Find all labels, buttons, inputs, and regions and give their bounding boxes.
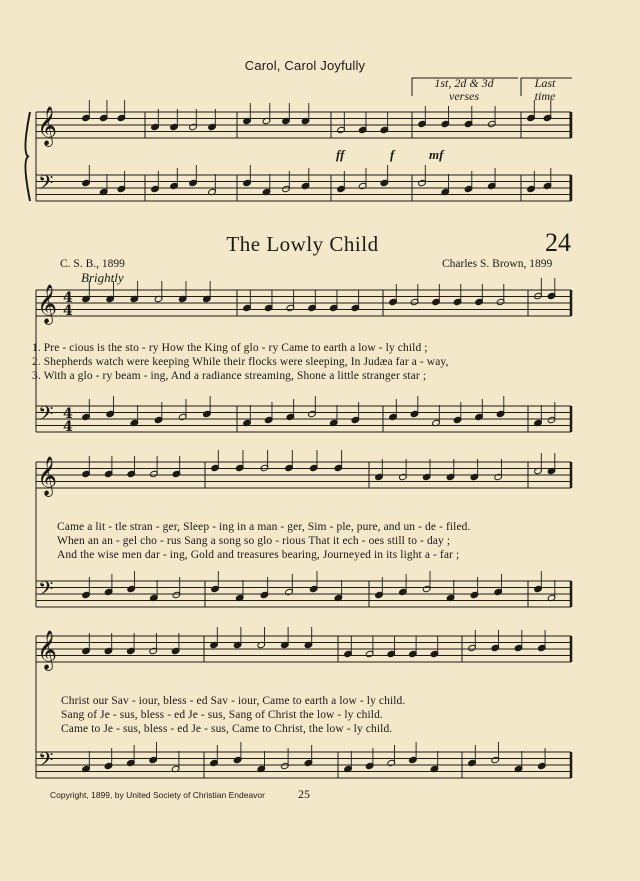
time-signature-top: 4 — [63, 406, 73, 422]
brace — [25, 112, 30, 201]
treble-clef-icon: 𝄞 — [37, 284, 58, 324]
bass-clef-icon: 𝄢 — [38, 171, 54, 199]
lyric-line: And the wise men dar - ing, Gold and treasures bearing, Journeyed in its light a - far ; — [57, 549, 460, 561]
tempo-marking: Brightly — [81, 270, 124, 285]
copyright-notice: Copyright, 1899, by United Society of Christian Endeavor — [50, 790, 265, 800]
ending-first-line2: verses — [449, 89, 479, 103]
ending-last-line1: Last — [534, 76, 556, 90]
hymn-number: 24 — [545, 228, 571, 257]
bass-clef-icon: 𝄢 — [38, 402, 54, 430]
treble-clef-icon: 𝄞 — [37, 456, 58, 496]
dynamic-mf: mf — [429, 147, 444, 162]
treble-clef-icon: 𝄞 — [37, 106, 58, 146]
lyric-line: Came to Je - sus, bless - ed Je - sus, Came to Christ, the low - ly child. — [61, 723, 393, 735]
hymn-title: The Lowly Child — [226, 232, 379, 256]
ending-last-line2: time — [534, 89, 556, 103]
page-number: 25 — [298, 787, 310, 801]
time-signature-bottom: 4 — [63, 303, 73, 319]
bass-clef-icon: 𝄢 — [38, 748, 54, 776]
bass-clef-icon: 𝄢 — [38, 577, 54, 605]
time-signature-bottom: 4 — [63, 419, 73, 435]
lyric-line: 1. Pre - cious is the sto - ry How the King of glo - ry Came to earth a low - ly child ; — [32, 342, 428, 354]
previous-hymn-title: Carol, Carol Joyfully — [244, 58, 366, 73]
ending-first-verses — [418, 77, 510, 103]
lyric-line: Came a lit - tle stran - ger, Sleep - ing in a man - ger, Sim - ple, pure, and un - de - filed. — [57, 521, 471, 533]
dynamic-ff: ff — [336, 147, 345, 162]
lyric-line: Sang of Je - sus, bless - ed Je - sus, Sang of Christ the low - ly child. — [61, 709, 383, 721]
lyric-line: When an an - gel cho - rus Sang a song so glo - rious That it ech - oes still to - day ; — [57, 535, 451, 547]
treble-clef-icon: 𝄞 — [37, 630, 58, 670]
lyric-line: Christ our Sav - iour, bless - ed Sav - iour, Came to earth a low - ly child. — [61, 695, 406, 707]
ending-last-time — [522, 77, 568, 103]
words-author: C. S. B., 1899 — [60, 258, 125, 270]
lyric-line: 3. With a glo - ry beam - ing, And a radiance streaming, Shone a little stranger star ; — [32, 370, 427, 382]
music-author: Charles S. Brown, 1899 — [442, 258, 553, 270]
lyric-line: 2. Shepherds watch were keeping While their flocks were sleeping, In Judæa far a - way, — [32, 356, 449, 368]
ending-first-line1: 1st, 2d & 3d — [434, 76, 494, 90]
dynamic-f: f — [390, 147, 395, 162]
time-signature-top: 4 — [63, 290, 73, 306]
